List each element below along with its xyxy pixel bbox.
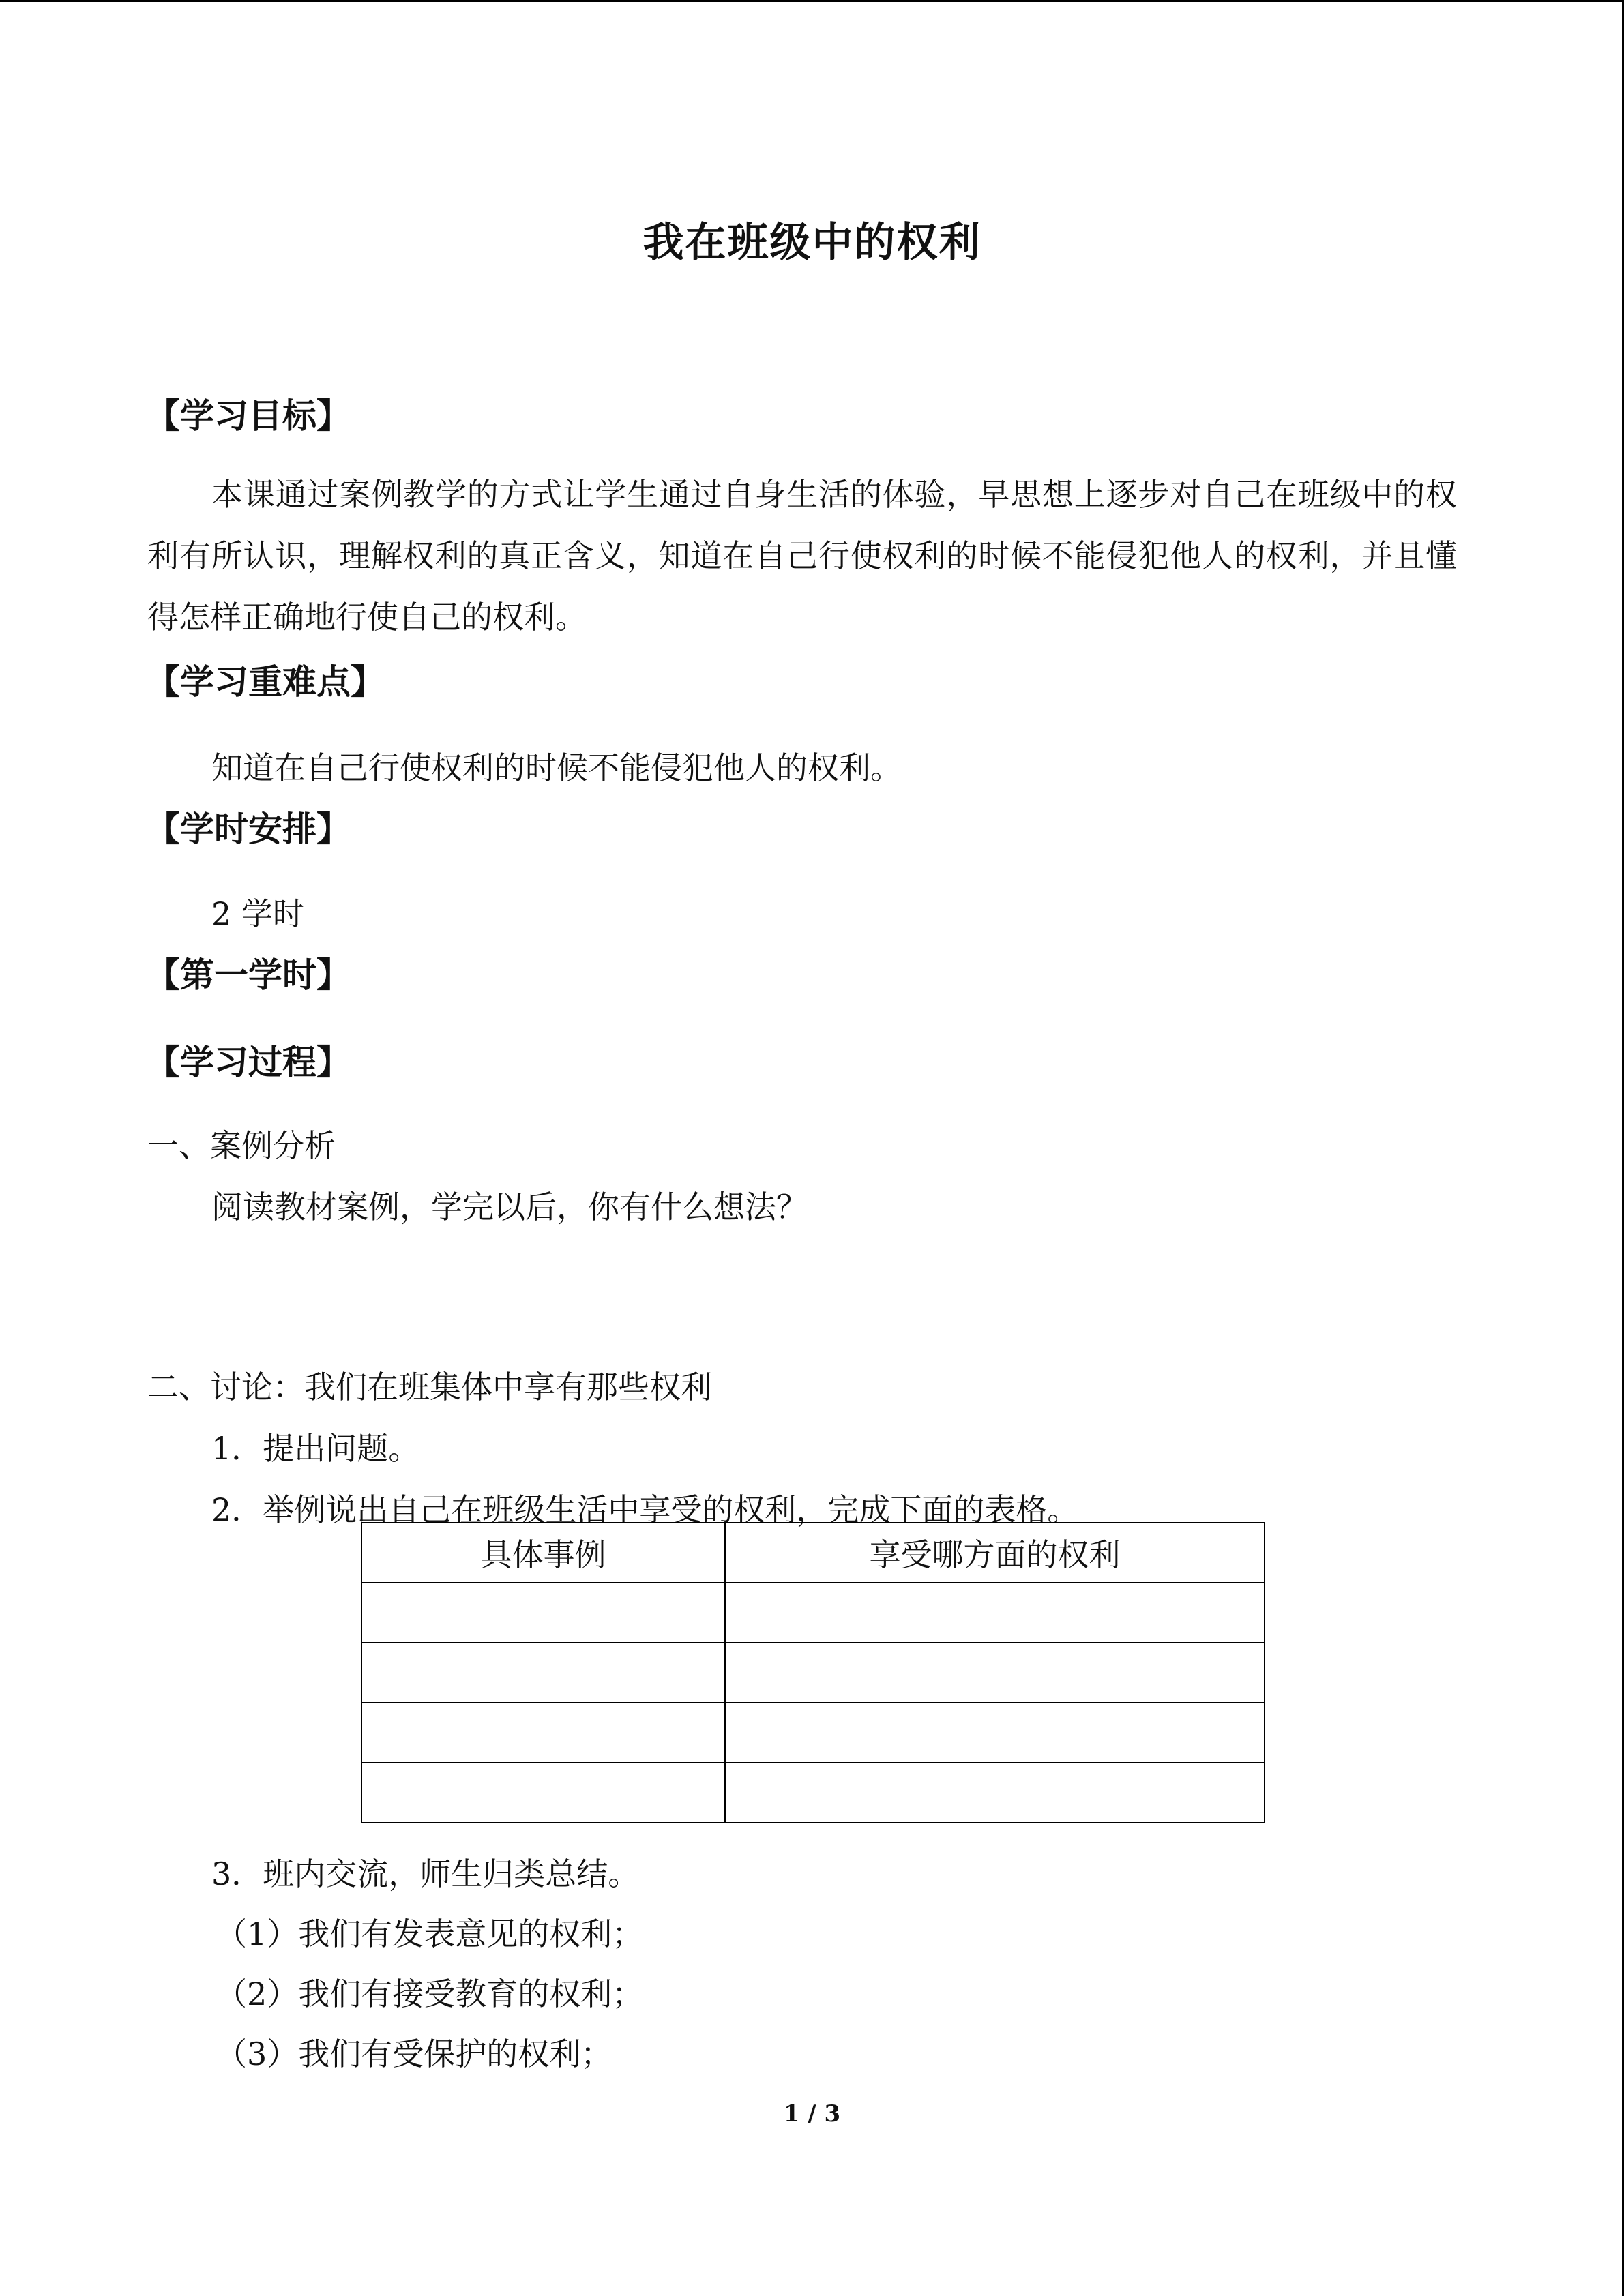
rights-table <box>361 1522 1265 1823</box>
page-border-top <box>0 0 1624 2</box>
table-cell[interactable] <box>725 1703 1265 1763</box>
section-discussion: 二、讨论：我们在班集体中享有那些权利 <box>147 1369 712 1405</box>
table-row <box>361 1763 1265 1823</box>
table-row <box>361 1583 1265 1643</box>
table-cell[interactable] <box>361 1643 725 1703</box>
table-cell[interactable] <box>361 1703 725 1763</box>
table-cell[interactable] <box>725 1583 1265 1643</box>
heading-learning-goals: 【学习目标】 <box>146 396 351 436</box>
list-item-right-expression: （1）我们有发表意见的权利； <box>216 1915 644 1952</box>
text-case-reading: 阅读教材案例，学完以后，你有什么想法？ <box>211 1189 808 1225</box>
table-cell[interactable] <box>361 1763 725 1823</box>
heading-schedule: 【学时安排】 <box>146 809 351 849</box>
table-row <box>361 1703 1265 1763</box>
table-cell[interactable] <box>725 1763 1265 1823</box>
section-case-analysis: 一、案例分析 <box>147 1127 336 1164</box>
list-item-right-education: （2）我们有接受教育的权利； <box>216 1976 644 2012</box>
step-raise-question: 1．提出问题。 <box>211 1430 420 1467</box>
heading-key-points: 【学习重难点】 <box>146 661 385 702</box>
table-cell[interactable] <box>725 1643 1265 1703</box>
paragraph-learning-goals: 本课通过案例教学的方式让学生通过自身生活的体验，早思想上逐步对自己在班级中的权利有所认识，理解权利的真正含义，知道在自己行使权利的时候不能侵犯他人的权利，并且懂得怎样正确地行使自己的权利。 <box>147 476 1457 636</box>
table-header-examples: 具体事例 <box>361 1523 725 1583</box>
text-schedule: 2 学时 <box>211 895 304 932</box>
text-key-points: 知道在自己行使权利的时候不能侵犯他人的权利。 <box>211 749 902 786</box>
list-item-right-protection: （3）我们有受保护的权利； <box>216 2036 612 2072</box>
heading-first-lesson: 【第一学时】 <box>146 955 351 995</box>
heading-learning-process: 【学习过程】 <box>146 1042 351 1082</box>
step-give-examples: 2．举例说出自己在班级生活中享受的权利，完成下面的表格。 <box>211 1491 1079 1528</box>
table-header-row <box>361 1523 1265 1583</box>
page-number: 1 / 3 <box>783 2100 841 2128</box>
table-header-rights: 享受哪方面的权利 <box>725 1523 1265 1583</box>
table-cell[interactable] <box>361 1583 725 1643</box>
step-class-summary: 3．班内交流，师生归类总结。 <box>211 1855 640 1892</box>
table-row <box>361 1643 1265 1703</box>
document-title: 我在班级中的权利 <box>643 219 981 267</box>
